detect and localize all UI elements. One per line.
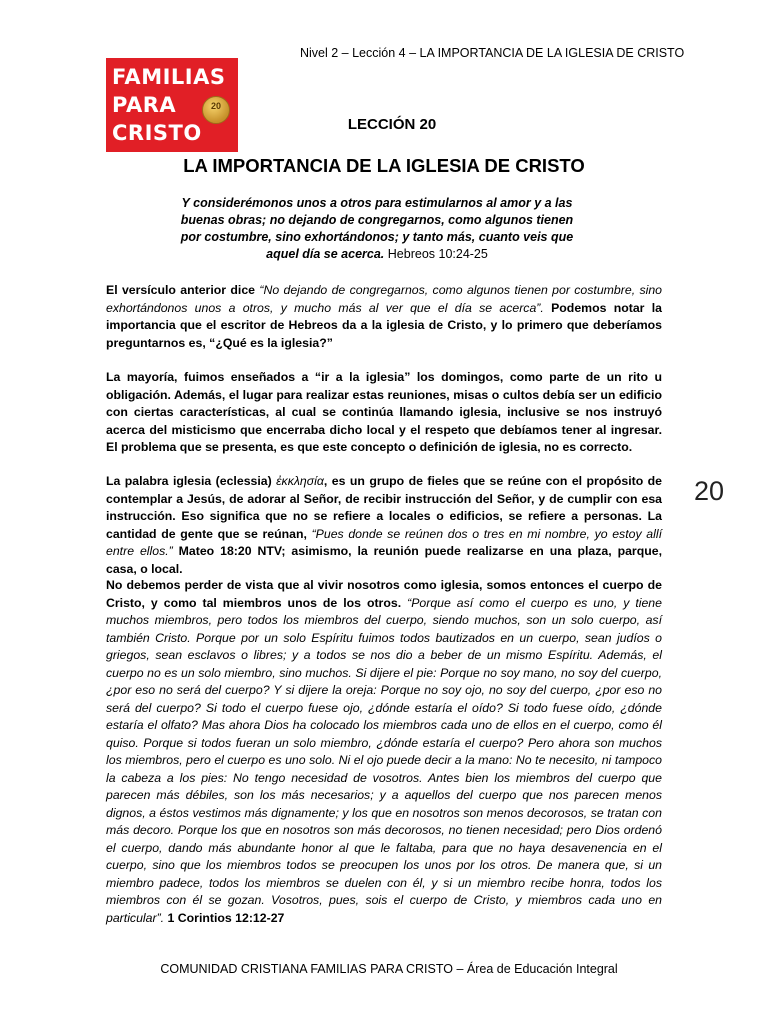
badge-number: 20 bbox=[210, 101, 221, 111]
p3-greek: ἐκκλησία bbox=[276, 474, 324, 488]
p4-quote: “Porque así como el cuerpo es uno, y tiene muchos miembros, pero todos los miembros del cuerpo, siendo muchos, son un solo cuerpo, así también Cristo. Porque por un solo Espíritu fuimos todos bautizados en un cuerpo, sean judíos o griegos, sean esclavos o libres; y a todos se nos dio a beber de un mismo Espíritu. Además, el cuerpo no es un solo miembro, sino muchos. Si dijere el pie: Porque no soy mano, no soy del cuerpo, ¿por eso no será del cuerpo? Y si dijere la oreja: Porque no soy ojo, no soy del cuerpo, ¿por eso no será del cuerpo? Si todo el cuerpo fuese ojo, ¿dónde estaría el oído? Si todo fuese oído, ¿dónde estaría el olfato? Mas ahora Dios ha colocado los miembros cada uno de ellos en el cuerpo, como él quiso. Porque si todos fueran un solo miembro, ¿dónde estaría el cuerpo? Pero ahora son muchos los miembros, pero el cuerpo es uno solo. Ni el ojo puede decir a la mano: No te necesito, ni tampoco la cabeza a los pies: No tengo necesidad de vosotros. Antes bien los miembros del cuerpo que parecen más débiles, son los más necesarios; y a aquellos del cuerpo que nos parecen menos dignos, a éstos vestimos más dignamente; y los que en nosotros son menos decorosos, se tratan con más decoro. Porque los que en nosotros son más decorosos, no tienen necesidad; pero Dios ordenó el cuerpo, dando más abundante honor al que le faltaba, para que no haya desavenencia en el cuerpo, sino que los miembros todos se preocupen los unos por los otros. De manera que, si un miembro padece, todos los miembros se duelen con él, y si un miembro recibe honra, todos los miembros con él se gozan. Vosotros, pues, sois el cuerpo de Cristo, y miembros cada uno en particular”. bbox=[106, 595, 662, 925]
logo-line-1: FAMILIAS bbox=[112, 65, 226, 89]
epigraph-reference: Hebreos 10:24-25 bbox=[384, 247, 488, 261]
epigraph-text: Y considerémonos unos a otros para estimularnos al amor y a las buenas obras; no dejando de congregarnos, como algunos tienen por costumbre, sino exhortándonos; y tanto más, cuanto veis que aquel día se acerca. bbox=[180, 196, 574, 261]
p3-rest: Mateo 18:20 NTV; asimismo, la reunión puede realizarse en una plaza, parque, casa, o local. bbox=[106, 544, 662, 576]
p2-text: La mayoría, fuimos enseñados a “ir a la iglesia” los domingos, como parte de un rito u obligación. Además, el lugar para realizar estas reuniones, misas o cultos debía ser un edificio con ciertas características, al cual se continúa llamando iglesia, inclusive se nos instruyó acerca del misticismo que encerraba dicho local y el respeto que debíamos tener al ingresar. El problema que se presenta, es que este concepto o definición de iglesia, no es correcto. bbox=[106, 370, 662, 454]
lesson-number: LECCIÓN 20 bbox=[347, 116, 437, 133]
page-footer: COMUNIDAD CRISTIANA FAMILIAS PARA CRISTO – Área de Educación Integral bbox=[160, 962, 618, 976]
p4-intro: No debemos perder de vista que al vivir nosotros como iglesia, somos entonces el cuerpo de Cristo, y como tal miembros unos de los otros. bbox=[106, 578, 662, 610]
paragraph-1 bbox=[106, 282, 662, 352]
p1-intro: El versículo anterior dice bbox=[106, 283, 260, 297]
familias-para-cristo-logo bbox=[106, 58, 238, 152]
page-title: LA IMPORTANCIA DE LA IGLESIA DE CRISTO bbox=[183, 155, 585, 176]
p4-reference: 1 Corintios 12:12-27 bbox=[164, 910, 285, 925]
epigraph bbox=[174, 195, 580, 263]
paragraph-2 bbox=[106, 369, 662, 457]
p3-intro: La palabra iglesia (eclessia) bbox=[106, 474, 277, 488]
p1-quote: “No dejando de congregarnos, como algunos tienen por costumbre, sino exhortándonos unos a otros, y mucho más al ver que el día se acerca”. bbox=[106, 283, 663, 315]
logo-line-2: PARA bbox=[112, 93, 177, 117]
page-number: 20 bbox=[694, 476, 725, 506]
paragraph-4 bbox=[106, 577, 662, 927]
running-header: Nivel 2 – Lección 4 – LA IMPORTANCIA DE LA IGLESIA DE CRISTO bbox=[300, 46, 685, 60]
logo-line-3: CRISTO bbox=[112, 121, 202, 145]
p3-body: , es un grupo de fieles que se reúne con el propósito de contemplar a Jesús, de adorar al Señor, de recibir instrucción del Señor, y de cumplir con esa instrucción. Eso significa que no se refiere a locales o edificios, se refiere a personas. La cantidad de gente que se reúnan, bbox=[106, 474, 662, 541]
p3-quote: “Pues donde se reúnen dos o tres en mi nombre, yo estoy allí entre ellos.” bbox=[106, 526, 662, 558]
p1-rest: Podemos notar la importancia que el escritor de Hebreos da a la iglesia de Cristo, y lo primero que deberíamos preguntarnos es, “¿Qué es la iglesia?” bbox=[106, 300, 663, 350]
paragraph-3 bbox=[106, 473, 662, 578]
